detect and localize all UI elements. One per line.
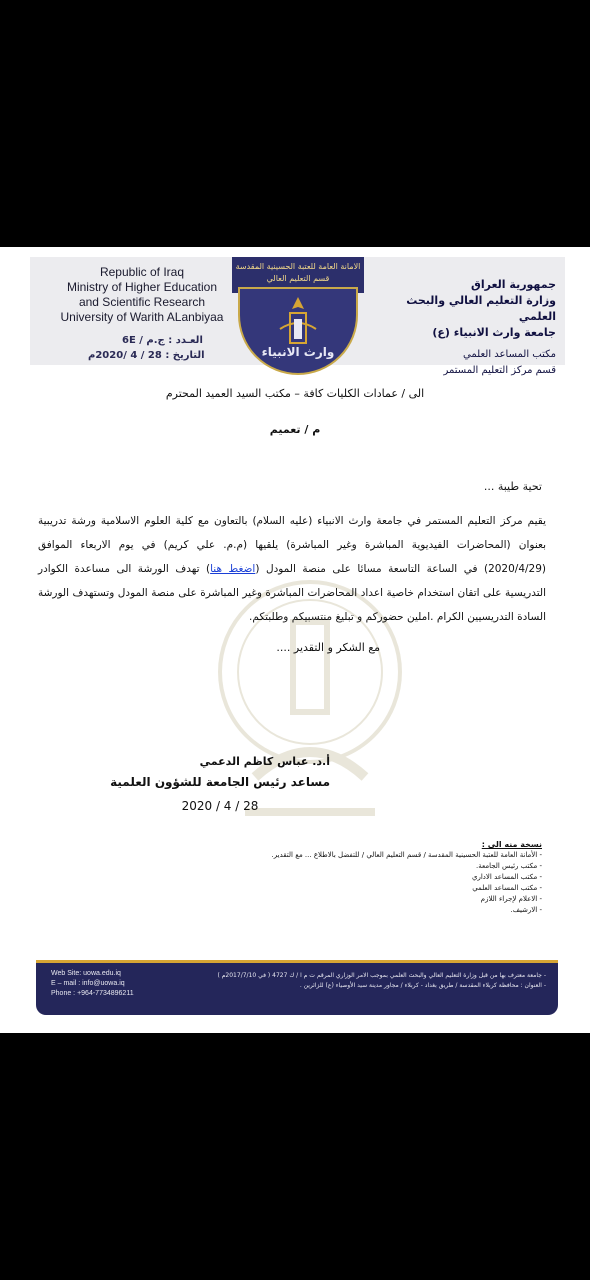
ref-number	[122, 335, 203, 346]
english-line: Ministry of Higher Education	[66, 280, 218, 294]
emblem-caption-line: قسم التعليم العالي	[266, 274, 330, 283]
ref-date	[88, 350, 205, 361]
emblem-caption-line: الامانة العامة للعتبة الحسينية المقدسة	[235, 262, 361, 271]
university-emblem	[232, 257, 364, 375]
footer-phone: Phone : +964-7734896211	[51, 990, 134, 997]
footer-email[interactable]: E – mail : info@uowa.iq	[51, 980, 125, 987]
closing-thanks: مع الشكر و التقدير ....	[276, 641, 380, 654]
arabic-sub-line: قسم مركز التعليم المستمر	[443, 365, 556, 376]
english-line: and Scientific Research	[78, 295, 206, 309]
signer-title: مساعد رئيس الجامعة للشؤون العلمية	[110, 775, 330, 789]
copy-item: - مكتب رئيس الجامعة.	[475, 862, 542, 870]
ref-label: العـدد :	[168, 335, 203, 346]
copy-item: - مكتب المساعد الاداري	[471, 873, 542, 881]
copies-list	[202, 839, 542, 916]
click-here-link[interactable]: اضغط هنا	[210, 563, 256, 575]
date-value: 28 / 4 /2020م	[88, 350, 162, 361]
letter-footer	[36, 960, 558, 1015]
footer-accreditation: - جامعة معترف بها من قبل وزارة التعليم العالي والبحث العلمي بموجب الامر الوزاري المرقم ت م ا / ك 4727 ( في 2017/7/10م )	[217, 972, 546, 979]
letterhead-arabic	[376, 277, 556, 379]
ref-value: ج.م / 6E	[122, 335, 165, 346]
addressee: الى / عمادات الكليات كافة – مكتب السيد العميد المحترم	[165, 387, 425, 400]
letterhead-english	[42, 265, 242, 325]
copy-item: - مكتب المساعد العلمي	[472, 884, 542, 892]
arabic-title-line: جمهورية العراق	[471, 278, 556, 291]
english-line: Republic of Iraq	[99, 265, 185, 279]
greeting: تحية طيبة ...	[483, 480, 542, 493]
letter-body	[38, 509, 546, 629]
footer-address: - العنوان : محافظة كربلاء المقدسة / طريق بغداد - كربلاء / مجاور مدينة سيد الأوصياء (ع) للزائرين .	[299, 982, 546, 989]
emblem-shield	[238, 287, 358, 375]
copies-title: نسخة منه الى :	[481, 840, 542, 849]
body-text: ) تهدف الورشة الى مساعدة الكوادر التدريسية على اتقان استخدام خاصية اعداد المحاضرات المباشرة وغير المباشرة على منصة المودل وتستهدف الورشة السادة التدريسيين الكرام .املين حضوركم و تبليغ منتسبيكم وطلبتكم.	[38, 563, 546, 623]
emblem-text: وارث الانبياء	[261, 345, 335, 359]
footer-website[interactable]: Web Site: uowa.edu.iq	[51, 970, 121, 977]
signature-date: 2020 / 4 / 28	[181, 799, 259, 813]
subject: م / تعميم	[269, 423, 321, 436]
date-label: التاريخ :	[165, 350, 205, 361]
copy-item: - الارشيف.	[510, 906, 542, 914]
arabic-title-line: وزارة التعليم العالي والبحث العلمي	[406, 294, 556, 323]
arabic-title-line: جامعة وارث الانبياء (ع)	[432, 326, 556, 339]
english-line: University of Warith ALanbiyaa	[60, 310, 224, 324]
body-text: يقيم مركز التعليم المستمر في جامعة وارث الانبياء (عليه السلام) بالتعاون مع كلية العلوم الاسلامية ورشة تدريبية بعنوان (المحاضرات الفيديوية المباشرة وغير المباشرة) يلقيها (م.م. علي كريم) في يوم الاربعاء الموافق (2020/4/29) في الساعة التاسعة مسائا على منصة المودل (	[38, 515, 547, 575]
copy-item: - الاعلام لإجراء اللازم	[480, 895, 542, 903]
signer-name: أ.د. عباس كاظم الدعمي	[199, 755, 330, 768]
letter-sheet	[0, 247, 590, 1033]
footer-contacts	[51, 969, 134, 999]
footer-arabic	[216, 971, 546, 991]
signature-block	[110, 752, 330, 816]
copy-item: - الأمانة العامة للعتبة الحسينية المقدسة / قسم التعليم العالي / للتفضل بالاطلاع ... مع التقدير.	[271, 851, 542, 859]
arabic-sub-line: مكتب المساعد العلمي	[463, 349, 556, 360]
